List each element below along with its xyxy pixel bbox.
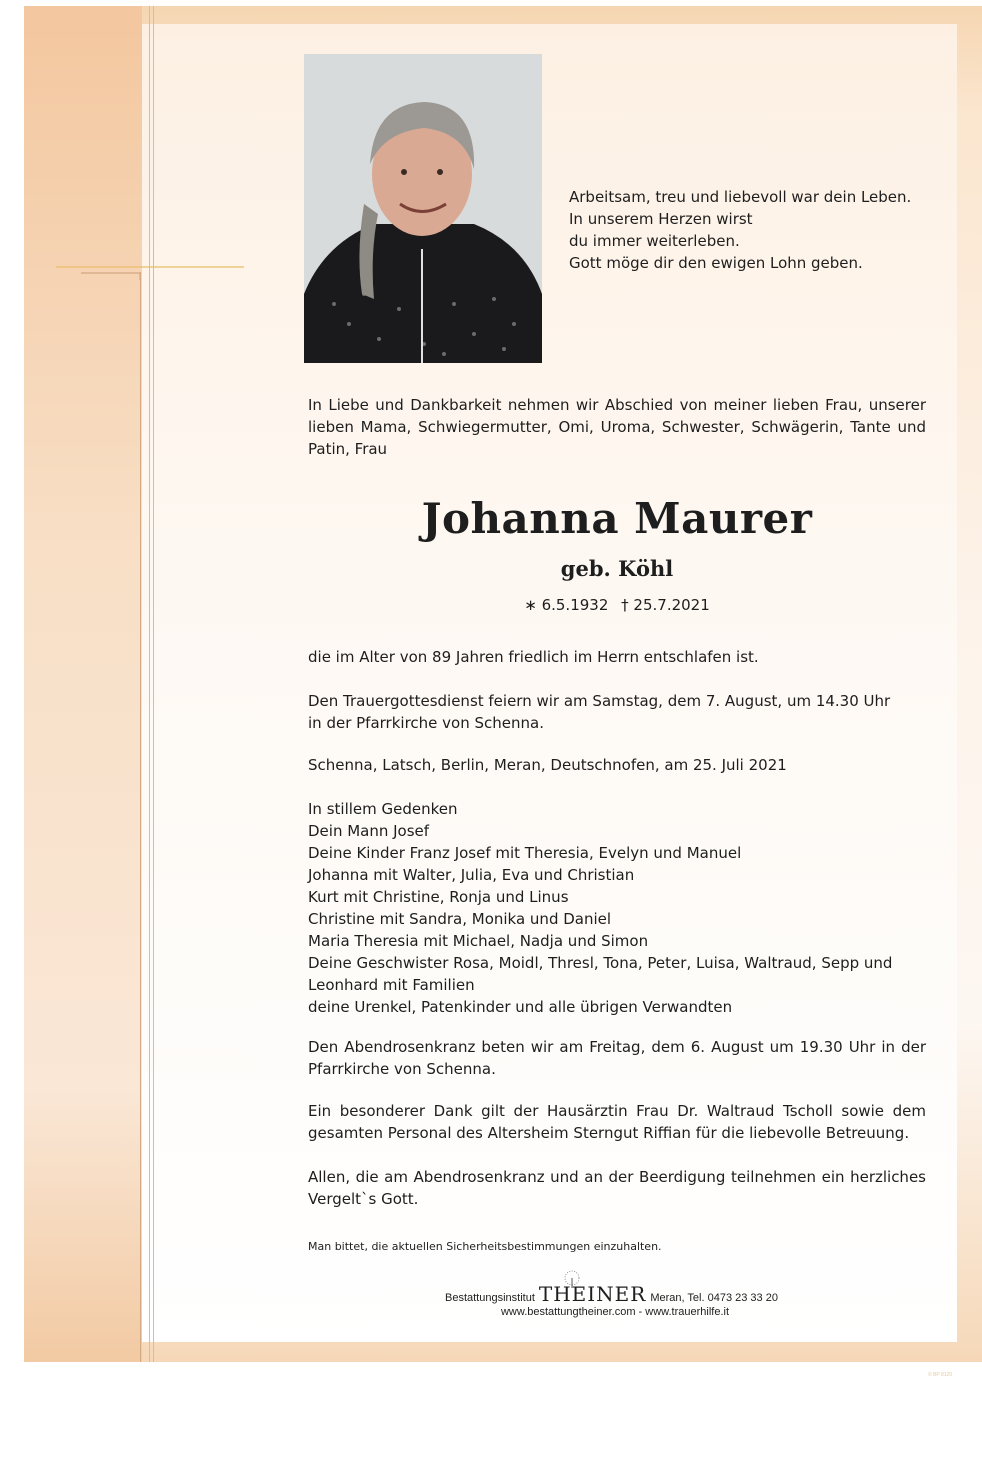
mourner-line: Maria Theresia mit Michael, Nadja und Simon <box>308 932 649 950</box>
funeral-home-footer <box>445 1284 805 1318</box>
cross-vertical-line <box>140 272 141 1362</box>
deceased-name: Johanna Maurer <box>421 494 813 543</box>
intro-text: In Liebe und Dankbarkeit nehmen wir Abschied von meiner lieben Frau, unserer lieben Mama, Schwiegermutter, Omi, Uroma, Schwester, Schwägerin, Tante und Patin, Frau <box>308 396 926 458</box>
cross-icon <box>56 160 246 280</box>
service-text: Den Trauergottesdienst feiern wir am Samstag, dem 7. August, um 14.30 Uhr in der Pfarrkirche von Schenna. <box>308 692 891 732</box>
portrait-photo <box>304 54 542 363</box>
memorial-quote <box>569 186 911 274</box>
quote-line: du immer weiterleben. <box>569 232 740 250</box>
maiden-name: geb. Köhl <box>560 556 674 581</box>
life-dates <box>308 596 926 614</box>
mourner-line: Deine Kinder Franz Josef mit Theresia, Evelyn und Manuel <box>308 844 742 862</box>
safety-notice: Man bittet, die aktuellen Sicherheitsbestimmungen einzuhalten. <box>308 1240 662 1253</box>
footer-contact: Meran, Tel. 0473 23 33 20 <box>650 1292 778 1304</box>
age-text: die im Alter von 89 Jahren friedlich im Herrn entschlafen ist. <box>308 648 759 666</box>
mourner-line: Dein Mann Josef <box>308 822 430 840</box>
mourner-line: Leonhard mit Familien <box>308 976 475 994</box>
theiner-logo <box>535 1284 650 1304</box>
mourner-line: deine Urenkel, Patenkinder und alle übrigen Verwandten <box>308 998 733 1016</box>
mourner-line: Kurt mit Christine, Ronja und Linus <box>308 888 569 906</box>
quote-line: Arbeitsam, treu und liebevoll war dein Leben. <box>569 188 912 206</box>
print-code: © BP 8120 <box>928 1372 953 1378</box>
tree-logo-icon <box>557 1270 587 1288</box>
footer-websites: www.bestattungtheiner.com - www.trauerhilfe.it <box>500 1306 730 1318</box>
mourner-line: Christine mit Sandra, Monika und Daniel <box>308 910 612 928</box>
mourner-line: Johanna mit Walter, Julia, Eva und Christian <box>308 866 635 884</box>
rosary-text: Den Abendrosenkranz beten wir am Freitag, dem 6. August um 19.30 Uhr in der Pfarrkirche von Schenna. <box>308 1038 926 1078</box>
quote-line: Gott möge dir den ewigen Lohn geben. <box>569 254 863 272</box>
footer-brand: THEINER <box>538 1282 647 1306</box>
footer-label: Bestattungsinstitut <box>445 1292 535 1304</box>
closing-text: Allen, die am Abendrosenkranz und an der Beerdigung teilnehmen ein herzliches Vergelt`s Gott. <box>308 1168 926 1208</box>
place-date-text: Schenna, Latsch, Berlin, Meran, Deutschnofen, am 25. Juli 2021 <box>308 756 787 774</box>
mourners-list <box>308 798 926 1018</box>
death-date: † 25.7.2021 <box>621 596 710 614</box>
mourner-line: In stillem Gedenken <box>308 800 458 818</box>
mourner-line: Deine Geschwister Rosa, Moidl, Thresl, Tona, Peter, Luisa, Waltraud, Sepp und <box>308 954 893 972</box>
quote-line: In unserem Herzen wirst <box>569 210 753 228</box>
birth-date: ∗ 6.5.1932 <box>524 596 609 614</box>
thanks-text: Ein besonderer Dank gilt der Hausärztin Frau Dr. Waltraud Tscholl sowie dem gesamten Personal des Altersheim Sterngut Riffian für die liebevolle Betreuung. <box>308 1102 926 1142</box>
